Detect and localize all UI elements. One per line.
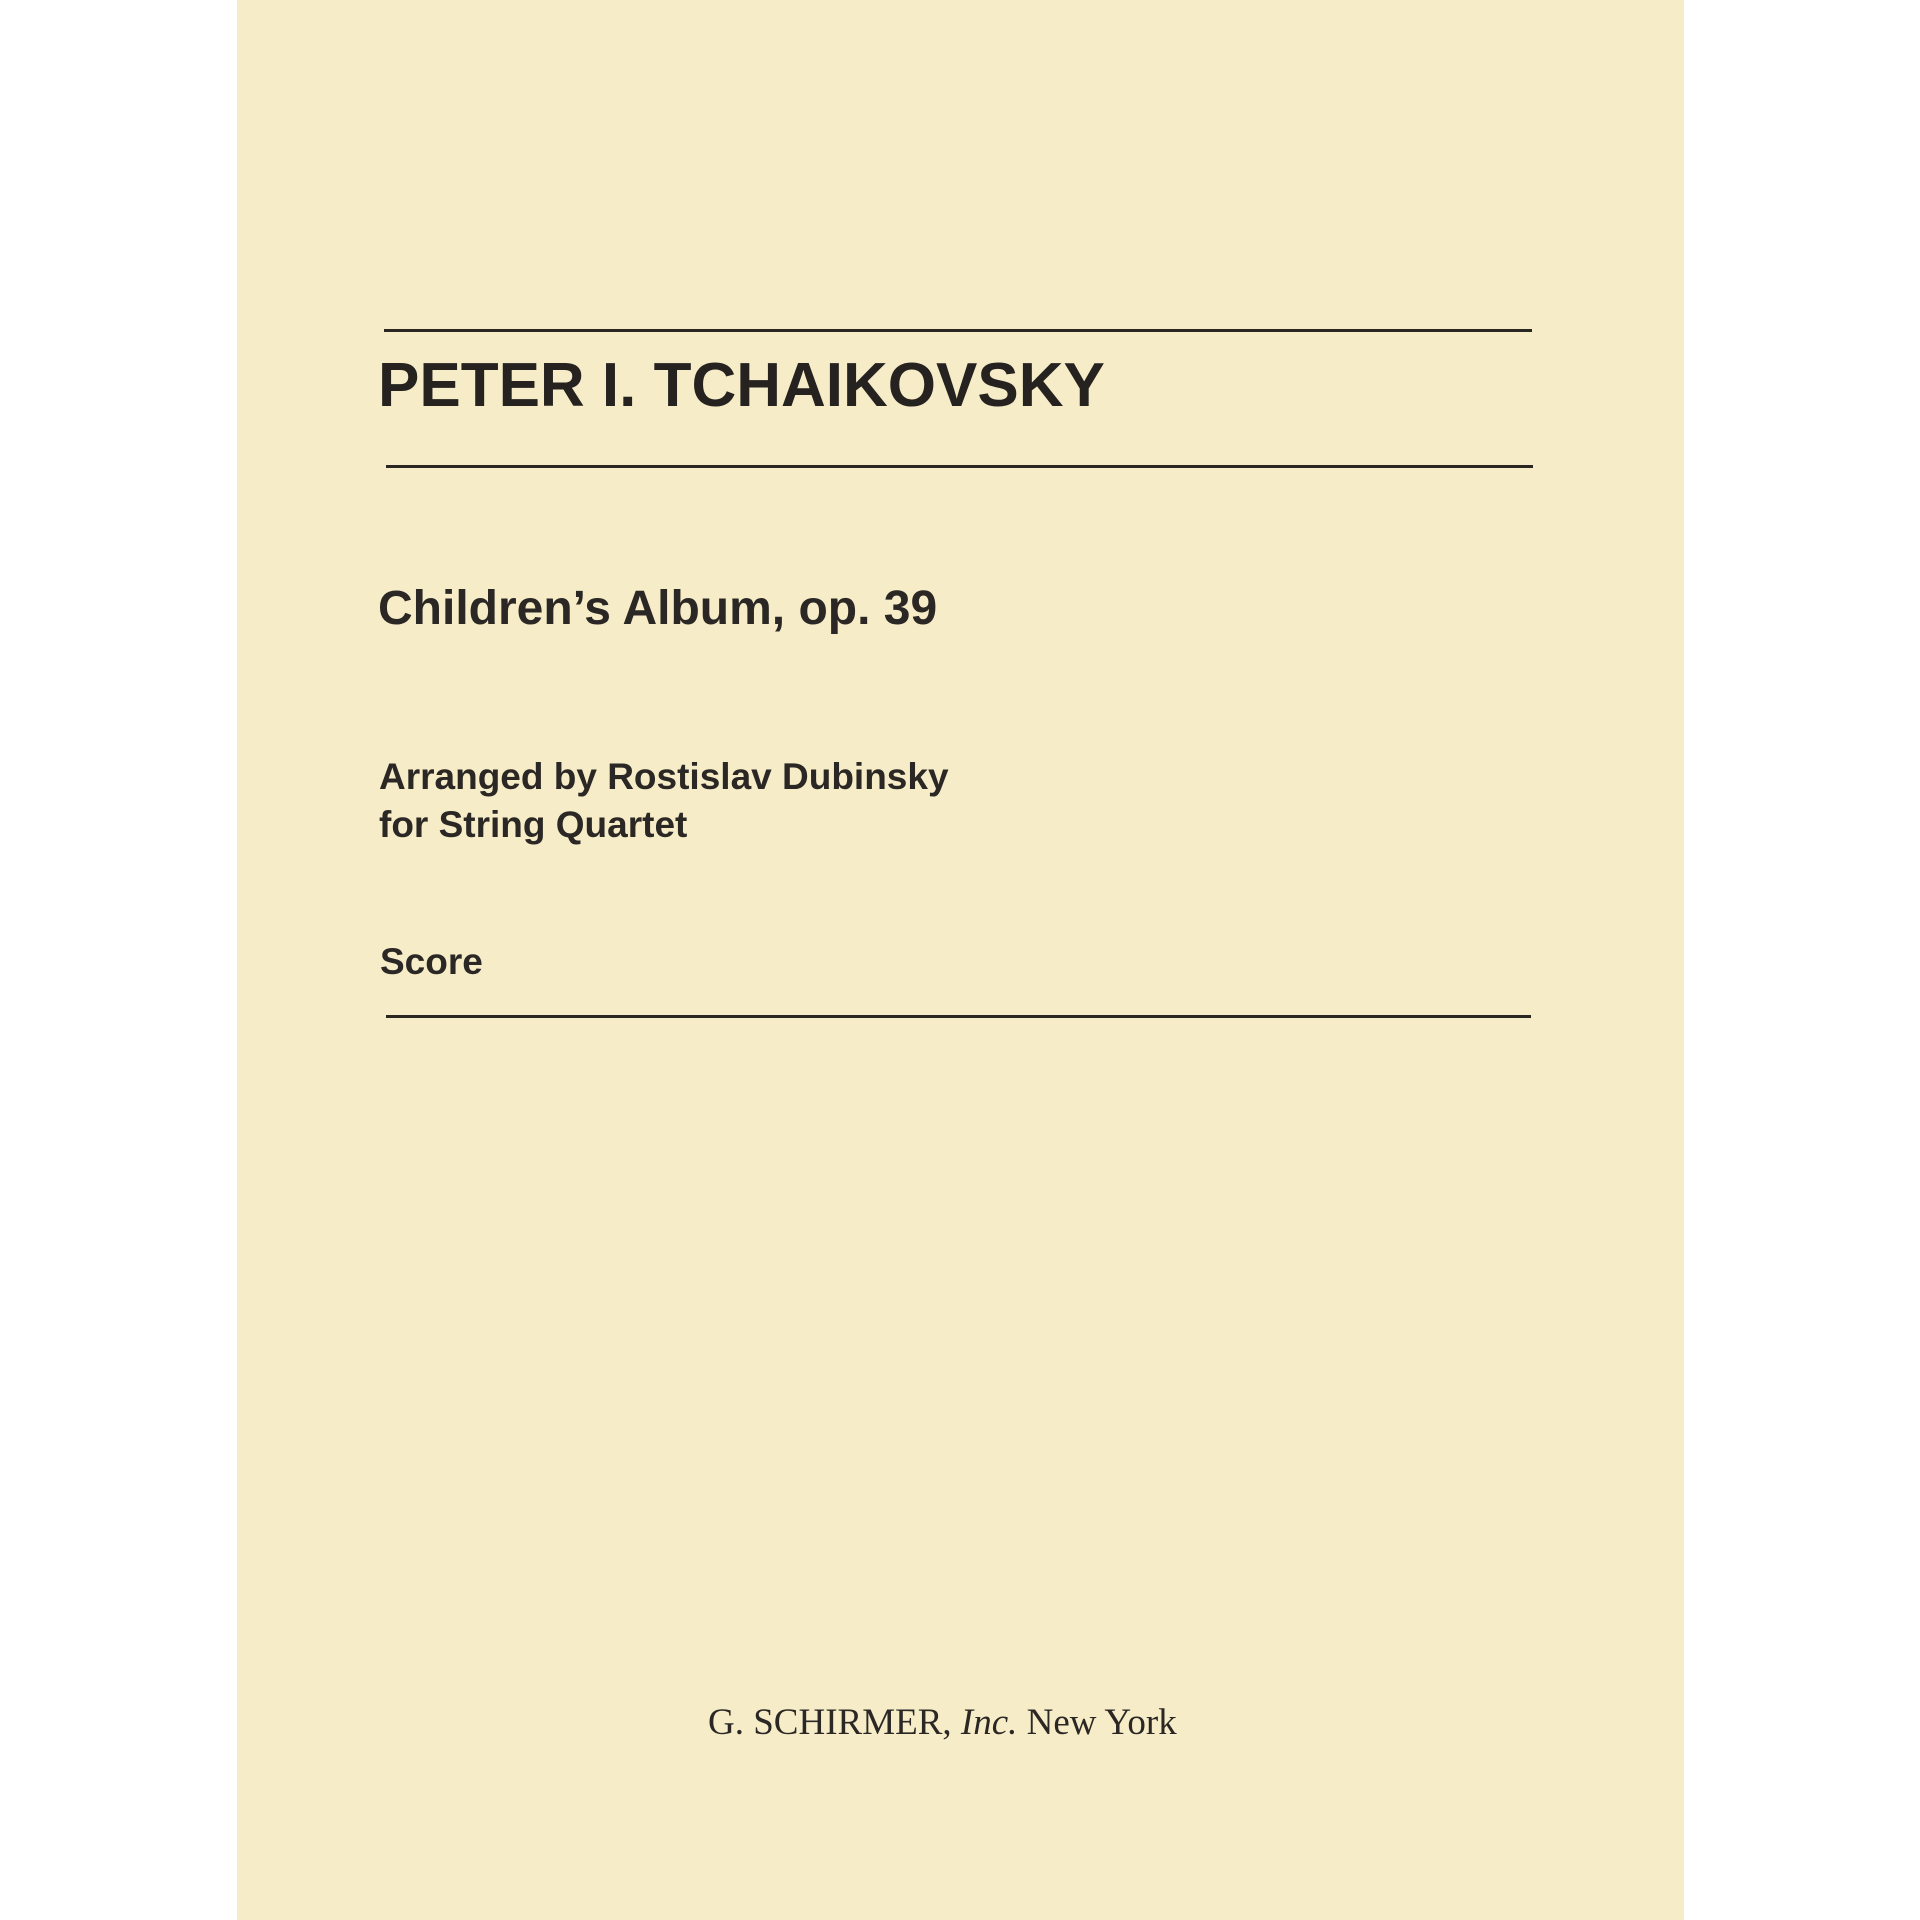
publisher-city: New York	[1026, 1702, 1177, 1743]
instrumentation-line: for String Quartet	[379, 804, 688, 845]
edition-label: Score	[380, 941, 483, 982]
arranger-line: Arranged by Rostislav Dubinsky	[379, 756, 949, 797]
cover-page	[237, 0, 1684, 1920]
publisher-suffix: Inc.	[960, 1702, 1018, 1743]
work-title: Children’s Album, op. 39	[378, 582, 938, 635]
bottom-rule	[386, 1015, 1531, 1018]
composer-bottom-rule	[386, 465, 1533, 468]
publisher-imprint	[708, 1704, 1177, 1741]
publisher-name: G. SCHIRMER,	[708, 1702, 952, 1743]
composer-name: PETER I. TCHAIKOVSKY	[378, 351, 1105, 420]
top-rule	[384, 329, 1532, 332]
